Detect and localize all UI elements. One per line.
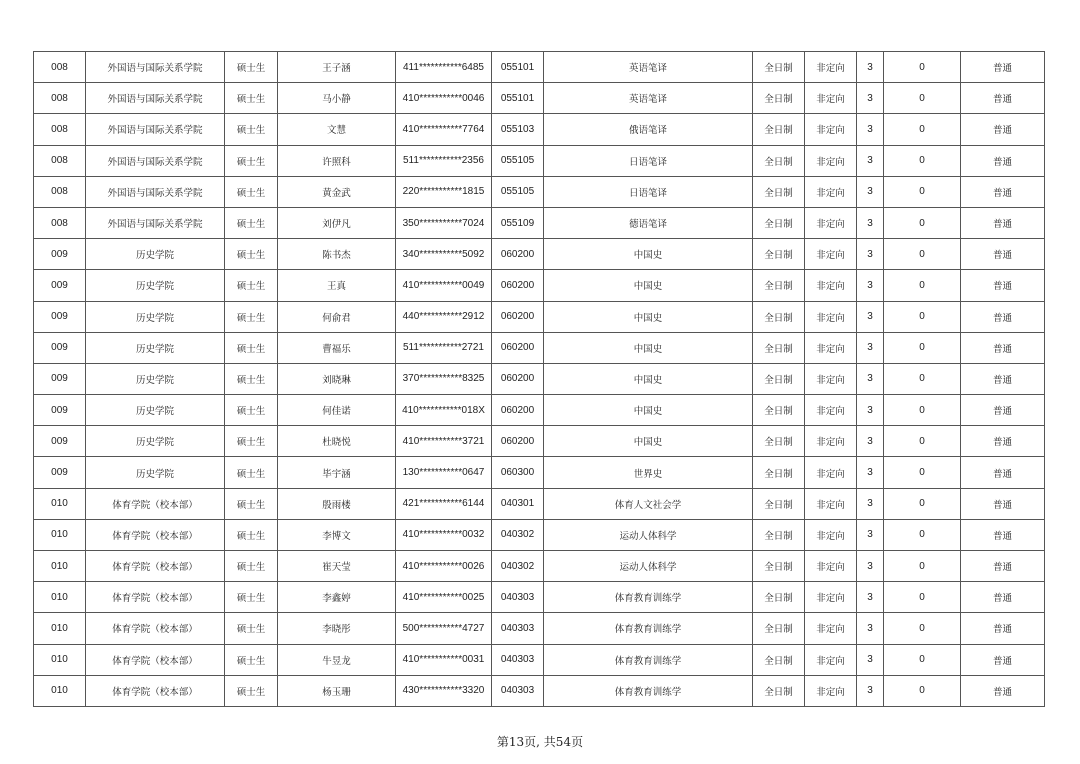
unit-code-cell: 008 [34, 207, 86, 238]
level-cell: 硕士生 [225, 207, 278, 238]
major-code-cell: 055101 [492, 52, 544, 83]
major-name-cell: 世界史 [544, 457, 753, 488]
college-cell: 历史学院 [86, 301, 225, 332]
unit-code-cell: 009 [34, 457, 86, 488]
level-cell: 硕士生 [225, 613, 278, 644]
unit-code-cell: 009 [34, 270, 86, 301]
table-row [34, 426, 1045, 457]
major-name-cell: 体育教育训练学 [544, 613, 753, 644]
student-name-cell: 许照科 [278, 145, 396, 176]
major-name-cell: 日语笔译 [544, 145, 753, 176]
table-row [34, 488, 1045, 519]
study-mode-cell: 全日制 [753, 644, 805, 675]
years-cell: 3 [857, 457, 884, 488]
table-row [34, 613, 1045, 644]
years-cell: 3 [857, 644, 884, 675]
college-cell: 体育学院（校本部） [86, 519, 225, 550]
table-row [34, 675, 1045, 706]
unit-code-cell: 008 [34, 83, 86, 114]
study-mode-cell: 全日制 [753, 395, 805, 426]
major-name-cell: 体育教育训练学 [544, 582, 753, 613]
orientation-cell: 非定向 [805, 363, 857, 394]
college-cell: 历史学院 [86, 426, 225, 457]
student-name-cell: 文慧 [278, 114, 396, 145]
fee-cell: 0 [884, 582, 961, 613]
plan-type-cell: 普通 [961, 114, 1045, 145]
years-cell: 3 [857, 301, 884, 332]
study-mode-cell: 全日制 [753, 52, 805, 83]
fee-cell: 0 [884, 145, 961, 176]
study-mode-cell: 全日制 [753, 83, 805, 114]
table-row [34, 551, 1045, 582]
major-code-cell: 060200 [492, 239, 544, 270]
major-code-cell: 060200 [492, 270, 544, 301]
study-mode-cell: 全日制 [753, 145, 805, 176]
years-cell: 3 [857, 519, 884, 550]
years-cell: 3 [857, 488, 884, 519]
college-cell: 外国语与国际关系学院 [86, 145, 225, 176]
table-row [34, 83, 1045, 114]
fee-cell: 0 [884, 52, 961, 83]
orientation-cell: 非定向 [805, 52, 857, 83]
fee-cell: 0 [884, 519, 961, 550]
major-code-cell: 055105 [492, 145, 544, 176]
fee-cell: 0 [884, 426, 961, 457]
student-name-cell: 刘晓琳 [278, 363, 396, 394]
student-name-cell: 刘伊凡 [278, 207, 396, 238]
fee-cell: 0 [884, 207, 961, 238]
fee-cell: 0 [884, 395, 961, 426]
plan-type-cell: 普通 [961, 239, 1045, 270]
level-cell: 硕士生 [225, 675, 278, 706]
college-cell: 体育学院（校本部） [86, 613, 225, 644]
college-cell: 历史学院 [86, 239, 225, 270]
student-name-cell: 李晓彤 [278, 613, 396, 644]
college-cell: 历史学院 [86, 395, 225, 426]
major-name-cell: 中国史 [544, 426, 753, 457]
level-cell: 硕士生 [225, 395, 278, 426]
major-code-cell: 040303 [492, 582, 544, 613]
unit-code-cell: 009 [34, 239, 86, 270]
student-name-cell: 马小静 [278, 83, 396, 114]
id-number-cell: 410***********0026 [396, 551, 492, 582]
student-name-cell: 陈书杰 [278, 239, 396, 270]
table-row [34, 582, 1045, 613]
major-name-cell: 英语笔译 [544, 83, 753, 114]
unit-code-cell: 009 [34, 395, 86, 426]
orientation-cell: 非定向 [805, 644, 857, 675]
orientation-cell: 非定向 [805, 582, 857, 613]
major-name-cell: 中国史 [544, 239, 753, 270]
table-row [34, 301, 1045, 332]
student-name-cell: 何俞君 [278, 301, 396, 332]
level-cell: 硕士生 [225, 551, 278, 582]
unit-code-cell: 010 [34, 488, 86, 519]
major-name-cell: 中国史 [544, 395, 753, 426]
orientation-cell: 非定向 [805, 114, 857, 145]
id-number-cell: 340***********5092 [396, 239, 492, 270]
id-number-cell: 421***********6144 [396, 488, 492, 519]
major-name-cell: 英语笔译 [544, 52, 753, 83]
level-cell: 硕士生 [225, 239, 278, 270]
fee-cell: 0 [884, 613, 961, 644]
college-cell: 体育学院（校本部） [86, 675, 225, 706]
study-mode-cell: 全日制 [753, 207, 805, 238]
years-cell: 3 [857, 83, 884, 114]
orientation-cell: 非定向 [805, 488, 857, 519]
orientation-cell: 非定向 [805, 519, 857, 550]
orientation-cell: 非定向 [805, 239, 857, 270]
table-row [34, 207, 1045, 238]
fee-cell: 0 [884, 551, 961, 582]
unit-code-cell: 010 [34, 675, 86, 706]
fee-cell: 0 [884, 239, 961, 270]
id-number-cell: 130***********0647 [396, 457, 492, 488]
major-code-cell: 055103 [492, 114, 544, 145]
plan-type-cell: 普通 [961, 52, 1045, 83]
unit-code-cell: 010 [34, 519, 86, 550]
level-cell: 硕士生 [225, 114, 278, 145]
unit-code-cell: 008 [34, 145, 86, 176]
table-row [34, 239, 1045, 270]
id-number-cell: 410***********018X [396, 395, 492, 426]
orientation-cell: 非定向 [805, 395, 857, 426]
id-number-cell: 410***********0025 [396, 582, 492, 613]
student-name-cell: 殷雨楼 [278, 488, 396, 519]
major-code-cell: 060300 [492, 457, 544, 488]
college-cell: 历史学院 [86, 457, 225, 488]
years-cell: 3 [857, 675, 884, 706]
table-row [34, 270, 1045, 301]
level-cell: 硕士生 [225, 582, 278, 613]
major-code-cell: 040301 [492, 488, 544, 519]
id-number-cell: 410***********0031 [396, 644, 492, 675]
study-mode-cell: 全日制 [753, 239, 805, 270]
years-cell: 3 [857, 270, 884, 301]
student-name-cell: 李博文 [278, 519, 396, 550]
years-cell: 3 [857, 426, 884, 457]
plan-type-cell: 普通 [961, 675, 1045, 706]
student-name-cell: 王真 [278, 270, 396, 301]
orientation-cell: 非定向 [805, 675, 857, 706]
years-cell: 3 [857, 114, 884, 145]
major-name-cell: 运动人体科学 [544, 519, 753, 550]
college-cell: 体育学院（校本部） [86, 488, 225, 519]
plan-type-cell: 普通 [961, 582, 1045, 613]
level-cell: 硕士生 [225, 644, 278, 675]
major-name-cell: 中国史 [544, 363, 753, 394]
fee-cell: 0 [884, 114, 961, 145]
plan-type-cell: 普通 [961, 395, 1045, 426]
student-name-cell: 杨玉珊 [278, 675, 396, 706]
major-code-cell: 055105 [492, 176, 544, 207]
college-cell: 外国语与国际关系学院 [86, 52, 225, 83]
plan-type-cell: 普通 [961, 301, 1045, 332]
major-name-cell: 日语笔译 [544, 176, 753, 207]
fee-cell: 0 [884, 332, 961, 363]
study-mode-cell: 全日制 [753, 114, 805, 145]
major-code-cell: 060200 [492, 426, 544, 457]
id-number-cell: 440***********2912 [396, 301, 492, 332]
study-mode-cell: 全日制 [753, 176, 805, 207]
fee-cell: 0 [884, 83, 961, 114]
orientation-cell: 非定向 [805, 551, 857, 582]
major-name-cell: 体育教育训练学 [544, 675, 753, 706]
student-name-cell: 王子涵 [278, 52, 396, 83]
orientation-cell: 非定向 [805, 332, 857, 363]
years-cell: 3 [857, 363, 884, 394]
years-cell: 3 [857, 582, 884, 613]
student-name-cell: 黄金武 [278, 176, 396, 207]
student-name-cell: 曹福乐 [278, 332, 396, 363]
fee-cell: 0 [884, 301, 961, 332]
study-mode-cell: 全日制 [753, 488, 805, 519]
unit-code-cell: 008 [34, 176, 86, 207]
major-name-cell: 中国史 [544, 301, 753, 332]
years-cell: 3 [857, 239, 884, 270]
table-row [34, 332, 1045, 363]
orientation-cell: 非定向 [805, 426, 857, 457]
unit-code-cell: 009 [34, 363, 86, 394]
id-number-cell: 411***********6485 [396, 52, 492, 83]
college-cell: 外国语与国际关系学院 [86, 176, 225, 207]
college-cell: 历史学院 [86, 363, 225, 394]
study-mode-cell: 全日制 [753, 582, 805, 613]
unit-code-cell: 010 [34, 551, 86, 582]
study-mode-cell: 全日制 [753, 551, 805, 582]
major-name-cell: 运动人体科学 [544, 551, 753, 582]
level-cell: 硕士生 [225, 457, 278, 488]
table-row [34, 363, 1045, 394]
plan-type-cell: 普通 [961, 519, 1045, 550]
major-code-cell: 040303 [492, 613, 544, 644]
major-name-cell: 中国史 [544, 270, 753, 301]
plan-type-cell: 普通 [961, 270, 1045, 301]
study-mode-cell: 全日制 [753, 613, 805, 644]
table-row [34, 145, 1045, 176]
fee-cell: 0 [884, 363, 961, 394]
level-cell: 硕士生 [225, 488, 278, 519]
unit-code-cell: 008 [34, 52, 86, 83]
plan-type-cell: 普通 [961, 332, 1045, 363]
student-name-cell: 杜晓悦 [278, 426, 396, 457]
orientation-cell: 非定向 [805, 145, 857, 176]
student-name-cell: 毕宇涵 [278, 457, 396, 488]
major-name-cell: 俄语笔译 [544, 114, 753, 145]
college-cell: 历史学院 [86, 332, 225, 363]
id-number-cell: 370***********8325 [396, 363, 492, 394]
plan-type-cell: 普通 [961, 426, 1045, 457]
plan-type-cell: 普通 [961, 457, 1045, 488]
orientation-cell: 非定向 [805, 207, 857, 238]
major-code-cell: 040303 [492, 644, 544, 675]
page-number: 第13页, 共54页 [496, 735, 584, 749]
student-name-cell: 崔天莹 [278, 551, 396, 582]
fee-cell: 0 [884, 488, 961, 519]
years-cell: 3 [857, 551, 884, 582]
fee-cell: 0 [884, 270, 961, 301]
college-cell: 体育学院（校本部） [86, 551, 225, 582]
id-number-cell: 220***********1815 [396, 176, 492, 207]
major-code-cell: 055109 [492, 207, 544, 238]
college-cell: 外国语与国际关系学院 [86, 114, 225, 145]
years-cell: 3 [857, 145, 884, 176]
fee-cell: 0 [884, 644, 961, 675]
orientation-cell: 非定向 [805, 270, 857, 301]
unit-code-cell: 010 [34, 613, 86, 644]
level-cell: 硕士生 [225, 83, 278, 114]
fee-cell: 0 [884, 675, 961, 706]
table-row [34, 644, 1045, 675]
unit-code-cell: 009 [34, 426, 86, 457]
id-number-cell: 410***********0046 [396, 83, 492, 114]
college-cell: 历史学院 [86, 270, 225, 301]
plan-type-cell: 普通 [961, 644, 1045, 675]
plan-type-cell: 普通 [961, 551, 1045, 582]
major-code-cell: 040302 [492, 519, 544, 550]
unit-code-cell: 010 [34, 644, 86, 675]
plan-type-cell: 普通 [961, 363, 1045, 394]
id-number-cell: 430***********3320 [396, 675, 492, 706]
plan-type-cell: 普通 [961, 176, 1045, 207]
level-cell: 硕士生 [225, 145, 278, 176]
major-code-cell: 060200 [492, 395, 544, 426]
unit-code-cell: 010 [34, 582, 86, 613]
roster-body [34, 52, 1045, 707]
college-cell: 外国语与国际关系学院 [86, 83, 225, 114]
years-cell: 3 [857, 176, 884, 207]
table-row [34, 114, 1045, 145]
study-mode-cell: 全日制 [753, 426, 805, 457]
major-name-cell: 体育教育训练学 [544, 644, 753, 675]
years-cell: 3 [857, 332, 884, 363]
plan-type-cell: 普通 [961, 613, 1045, 644]
orientation-cell: 非定向 [805, 457, 857, 488]
id-number-cell: 410***********0049 [396, 270, 492, 301]
study-mode-cell: 全日制 [753, 457, 805, 488]
years-cell: 3 [857, 395, 884, 426]
unit-code-cell: 009 [34, 332, 86, 363]
years-cell: 3 [857, 207, 884, 238]
table-row [34, 457, 1045, 488]
major-code-cell: 060200 [492, 332, 544, 363]
college-cell: 体育学院（校本部） [86, 644, 225, 675]
orientation-cell: 非定向 [805, 301, 857, 332]
id-number-cell: 511***********2356 [396, 145, 492, 176]
table-row [34, 395, 1045, 426]
years-cell: 3 [857, 613, 884, 644]
major-code-cell: 040303 [492, 675, 544, 706]
fee-cell: 0 [884, 457, 961, 488]
orientation-cell: 非定向 [805, 176, 857, 207]
level-cell: 硕士生 [225, 332, 278, 363]
fee-cell: 0 [884, 176, 961, 207]
study-mode-cell: 全日制 [753, 675, 805, 706]
plan-type-cell: 普通 [961, 83, 1045, 114]
id-number-cell: 410***********7764 [396, 114, 492, 145]
college-cell: 体育学院（校本部） [86, 582, 225, 613]
study-mode-cell: 全日制 [753, 270, 805, 301]
level-cell: 硕士生 [225, 363, 278, 394]
table-row [34, 52, 1045, 83]
student-name-cell: 牛昱龙 [278, 644, 396, 675]
orientation-cell: 非定向 [805, 83, 857, 114]
level-cell: 硕士生 [225, 52, 278, 83]
college-cell: 外国语与国际关系学院 [86, 207, 225, 238]
study-mode-cell: 全日制 [753, 301, 805, 332]
level-cell: 硕士生 [225, 176, 278, 207]
major-name-cell: 体育人文社会学 [544, 488, 753, 519]
major-code-cell: 060200 [492, 301, 544, 332]
level-cell: 硕士生 [225, 270, 278, 301]
plan-type-cell: 普通 [961, 207, 1045, 238]
level-cell: 硕士生 [225, 519, 278, 550]
level-cell: 硕士生 [225, 301, 278, 332]
id-number-cell: 410***********0032 [396, 519, 492, 550]
id-number-cell: 410***********3721 [396, 426, 492, 457]
admission-roster-table [33, 51, 1045, 707]
level-cell: 硕士生 [225, 426, 278, 457]
major-code-cell: 055101 [492, 83, 544, 114]
major-name-cell: 中国史 [544, 332, 753, 363]
student-name-cell: 何佳诺 [278, 395, 396, 426]
plan-type-cell: 普通 [961, 145, 1045, 176]
id-number-cell: 500***********4727 [396, 613, 492, 644]
student-name-cell: 李鑫婷 [278, 582, 396, 613]
study-mode-cell: 全日制 [753, 519, 805, 550]
major-code-cell: 040302 [492, 551, 544, 582]
unit-code-cell: 009 [34, 301, 86, 332]
major-name-cell: 德语笔译 [544, 207, 753, 238]
id-number-cell: 511***********2721 [396, 332, 492, 363]
unit-code-cell: 008 [34, 114, 86, 145]
major-code-cell: 060200 [492, 363, 544, 394]
table-row [34, 519, 1045, 550]
table-row [34, 176, 1045, 207]
plan-type-cell: 普通 [961, 488, 1045, 519]
years-cell: 3 [857, 52, 884, 83]
id-number-cell: 350***********7024 [396, 207, 492, 238]
study-mode-cell: 全日制 [753, 332, 805, 363]
study-mode-cell: 全日制 [753, 363, 805, 394]
orientation-cell: 非定向 [805, 613, 857, 644]
